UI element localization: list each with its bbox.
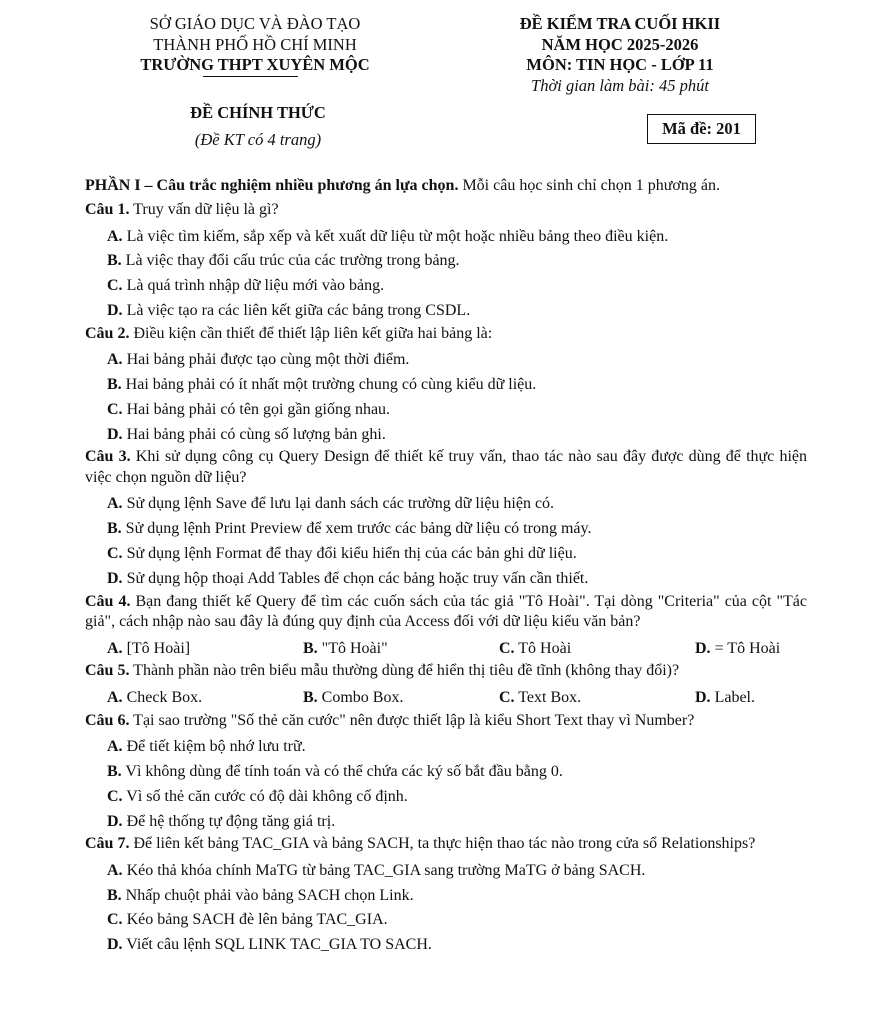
option-label: B. — [107, 375, 122, 393]
option-label: A. — [107, 688, 123, 706]
exam-title: ĐỀ KIỂM TRA CUỐI HKII — [519, 14, 721, 33]
option-label: B. — [107, 252, 122, 270]
question-text: Thành phần nào trên biểu mẫu thường dùng để hiển thị tiêu đề tĩnh (không thay đổi)? — [129, 662, 680, 680]
option-text: Sử dụng hộp thoại Add Tables để chọn các bảng hoặc truy vấn cần thiết. — [122, 569, 589, 587]
option-d — [85, 567, 807, 592]
official-label: ĐỀ CHÍNH THỨC — [190, 103, 326, 122]
option-text: Là quá trình nhập dữ liệu mới vào bảng. — [122, 277, 385, 295]
option-text: "Tô Hoài" — [317, 639, 388, 657]
question-text: Truy vấn dữ liệu là gì? — [129, 201, 279, 218]
school-year: NĂM HỌC 2025-2026 — [541, 34, 699, 54]
question — [85, 661, 807, 710]
question-number: Câu 2. — [85, 324, 130, 342]
question-number: Câu 4. — [85, 592, 131, 610]
official-block — [168, 103, 348, 150]
option-text: Để hệ thống tự động tăng giá trị. — [122, 812, 336, 830]
option-b — [303, 686, 499, 711]
options-row — [85, 637, 807, 662]
option-text: Viết câu lệnh SQL LINK TAC_GIA TO SACH. — [122, 936, 432, 954]
option-label: B. — [107, 762, 122, 780]
option-d — [85, 933, 807, 958]
school-underline — [203, 76, 298, 77]
question-stem — [85, 447, 807, 488]
option-text: = Tô Hoài — [710, 639, 781, 657]
option-text: Label. — [710, 688, 755, 706]
option-label: C. — [107, 400, 123, 418]
question — [85, 200, 807, 324]
option-label: D. — [107, 301, 123, 319]
option-a — [85, 348, 807, 373]
option-label: A. — [107, 351, 123, 369]
option-text: Sử dụng lệnh Print Preview để xem trước các bảng dữ liệu có trong máy. — [121, 520, 592, 538]
option-label: A. — [107, 738, 123, 756]
option-text: Kéo bảng SACH đè lên bảng TAC_GIA. — [122, 911, 388, 929]
option-text: Check Box. — [122, 688, 203, 706]
option-text: Hai bảng phải được tạo cùng một thời điểm. — [122, 351, 410, 369]
option-c — [499, 686, 695, 711]
question — [85, 834, 807, 958]
option-text: Nhấp chuột phải vào bảng SACH chọn Link. — [121, 886, 414, 904]
part-instruction: Mỗi câu học sinh chỉ chọn 1 phương án. — [458, 177, 720, 194]
option-text: Để tiết kiệm bộ nhớ lưu trữ. — [122, 738, 306, 756]
option-label: A. — [107, 227, 123, 245]
option-text: Sử dụng lệnh Format để thay đổi kiểu hiển thị của các bản ghi dữ liệu. — [122, 544, 577, 562]
option-d — [85, 423, 807, 448]
option-b — [303, 637, 499, 662]
option-label: D. — [107, 936, 123, 954]
option-label: C. — [107, 544, 123, 562]
option-c — [85, 542, 807, 567]
part-title: PHẦN I – Câu trắc nghiệm nhiều phương án lựa chọn. — [85, 177, 459, 194]
question-stem — [85, 711, 807, 732]
option-label: C. — [499, 639, 515, 657]
question-text: Để liên kết bảng TAC_GIA và bảng SACH, ta thực hiện thao tác nào trong cửa sổ Relationships? — [129, 835, 756, 853]
question — [85, 447, 807, 591]
option-c — [499, 637, 695, 662]
question-number: Câu 1. — [85, 201, 130, 218]
option-text: Hai bảng phải có cùng số lượng bản ghi. — [122, 425, 386, 443]
option-b — [85, 884, 807, 909]
option-text: Tô Hoài — [514, 639, 572, 657]
option-label: D. — [695, 639, 711, 657]
option-text: Hai bảng phải có tên gọi gần giống nhau. — [122, 400, 391, 418]
question-number: Câu 7. — [85, 835, 130, 853]
department-name: SỞ GIÁO DỤC VÀ ĐÀO TẠO — [149, 14, 361, 33]
exam-content — [85, 174, 807, 958]
option-label: C. — [499, 688, 515, 706]
option-a — [107, 686, 303, 711]
option-label: C. — [107, 277, 123, 295]
question — [85, 592, 807, 662]
option-d — [695, 686, 755, 711]
subject: MÔN: TIN HỌC - LỚP 11 — [526, 55, 714, 74]
question-text: Khi sử dụng công cụ Query Design để thiết kế truy vấn, thao tác nào sau đây được dùng để thực hiện việc chọn nguồn dữ liệu? — [85, 448, 807, 486]
option-label: D. — [107, 569, 123, 587]
exam-code-box: Mã đề: 201 — [647, 114, 756, 144]
option-d — [85, 810, 807, 835]
option-label: B. — [107, 520, 122, 538]
option-a — [85, 859, 807, 884]
option-c — [85, 785, 807, 810]
question-text: Bạn đang thiết kế Query để tìm các cuốn sách của tác giả "Tô Hoài". Tại dòng "Criteria" của cột "Tác giả", cách nhập nào sau đây là đúng quy định của Access đối với dữ liệu kiểu văn bản? — [85, 592, 807, 631]
option-d — [695, 637, 780, 662]
question-text: Tại sao trường "Số thẻ căn cước" nên được thiết lập là kiểu Short Text thay vì Number? — [129, 711, 695, 729]
option-label: B. — [303, 688, 318, 706]
city-name: THÀNH PHỐ HỒ CHÍ MINH — [153, 34, 357, 54]
option-text: Kéo thả khóa chính MaTG từ bảng TAC_GIA sang trường MaTG ở bảng SACH. — [122, 861, 646, 879]
question — [85, 324, 807, 448]
option-text: Sử dụng lệnh Save để lưu lại danh sách các trường dữ liệu hiện có. — [122, 495, 555, 513]
option-c — [85, 908, 807, 933]
option-text: Text Box. — [514, 688, 582, 706]
option-label: D. — [695, 688, 711, 706]
option-text: Vì số thẻ căn cước có độ dài không cố định. — [122, 787, 408, 805]
option-label: A. — [107, 495, 123, 513]
time-limit: Thời gian làm bài: 45 phút — [531, 75, 709, 95]
option-text: [Tô Hoài] — [122, 639, 191, 657]
option-a — [85, 492, 807, 517]
question-number: Câu 6. — [85, 711, 130, 729]
question-stem — [85, 661, 807, 682]
option-label: A. — [107, 861, 123, 879]
question-stem — [85, 592, 807, 633]
option-b — [85, 760, 807, 785]
question-stem — [85, 834, 807, 855]
header-left — [125, 14, 385, 76]
option-b — [85, 517, 807, 542]
part-heading — [85, 174, 807, 198]
option-text: Là việc tìm kiếm, sắp xếp và kết xuất dữ liệu từ một hoặc nhiều bảng theo điều kiện. — [122, 227, 669, 245]
question-number: Câu 5. — [85, 662, 130, 680]
option-b — [85, 249, 807, 274]
option-a — [107, 637, 303, 662]
option-label: C. — [107, 787, 123, 805]
option-label: C. — [107, 911, 123, 929]
option-a — [85, 225, 807, 250]
options-row — [85, 686, 807, 711]
option-label: D. — [107, 812, 123, 830]
option-a — [85, 735, 807, 760]
option-text: Là việc tạo ra các liên kết giữa các bảng trong CSDL. — [122, 301, 471, 319]
school-name: TRƯỜNG THPT XUYÊN MỘC — [140, 55, 370, 74]
option-text: Hai bảng phải có ít nhất một trường chung có cùng kiểu dữ liệu. — [121, 375, 537, 393]
option-label: D. — [107, 425, 123, 443]
option-text: Vì không dùng để tính toán và có thể chứa các ký số bắt đầu bằng 0. — [121, 762, 563, 780]
option-text: Combo Box. — [317, 688, 404, 706]
header-right — [460, 14, 780, 96]
question-stem — [85, 200, 807, 221]
option-d — [85, 299, 807, 324]
question — [85, 711, 807, 835]
option-text: Là việc thay đổi cấu trúc của các trường trong bảng. — [121, 252, 460, 270]
option-c — [85, 398, 807, 423]
option-b — [85, 373, 807, 398]
option-label: B. — [107, 886, 122, 904]
pages-note: (Đề KT có 4 trang) — [194, 129, 322, 149]
question-stem — [85, 324, 807, 345]
question-text: Điều kiện cần thiết để thiết lập liên kết giữa hai bảng là: — [129, 324, 493, 342]
option-label: A. — [107, 639, 123, 657]
question-number: Câu 3. — [85, 448, 131, 466]
option-label: B. — [303, 639, 318, 657]
option-c — [85, 274, 807, 299]
